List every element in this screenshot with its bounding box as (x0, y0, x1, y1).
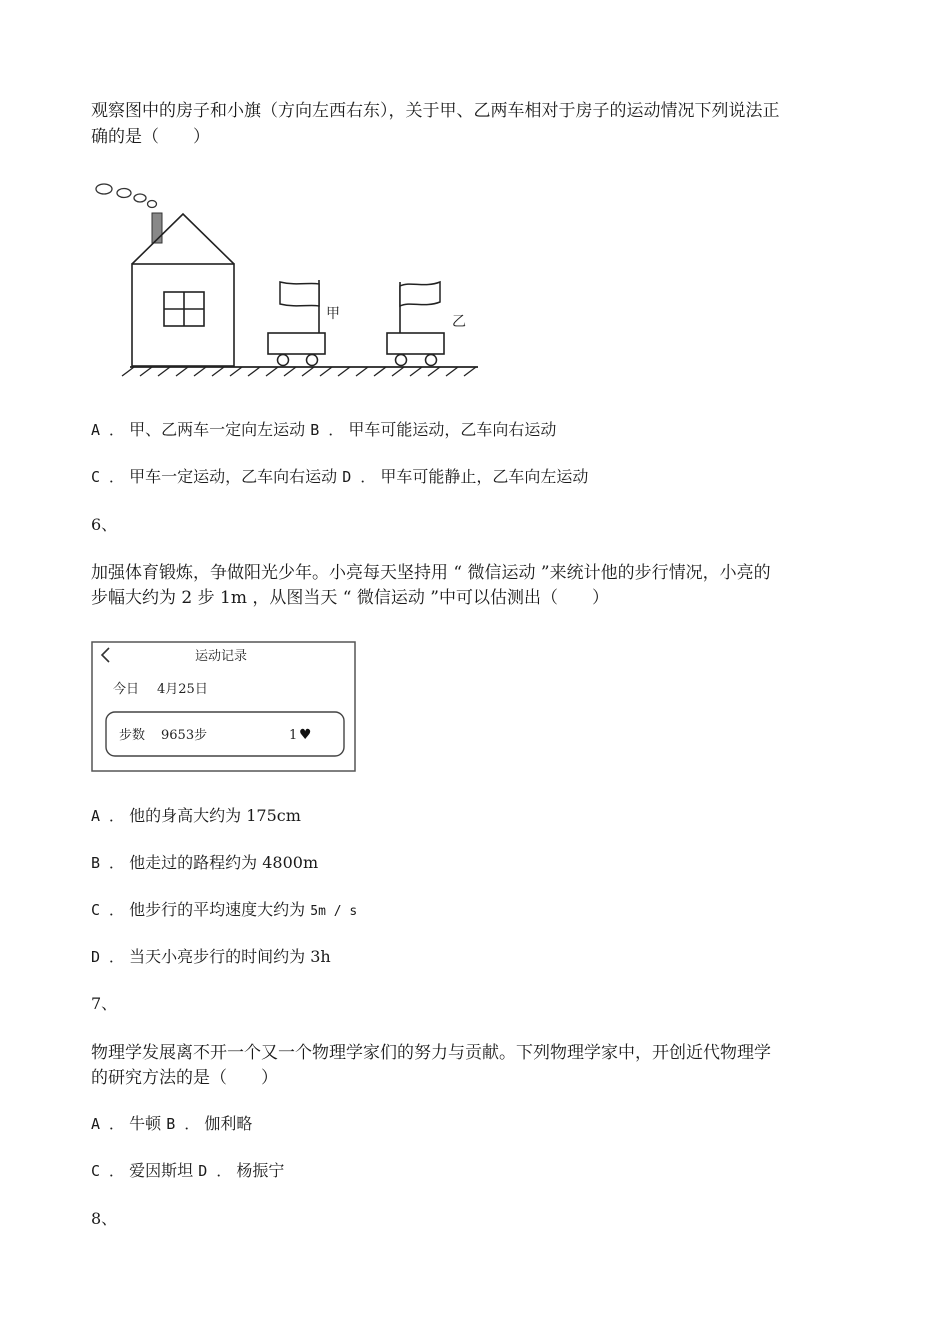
heart-icon: ♥ (299, 727, 312, 743)
ground-hatching (122, 367, 476, 376)
q6-stem-line2: 步幅大约为 2 步 1m ，从图当天 “ 微信运动 ”中可以估测出（ ） (91, 588, 609, 608)
option-b[interactable]: B ． 伽利略 (166, 1114, 253, 1133)
flag-jia (280, 282, 319, 306)
house (132, 214, 234, 366)
option-c[interactable]: C ． 爱因斯坦 (91, 1161, 194, 1180)
q7-options-row2 (91, 1160, 284, 1182)
option-c[interactable]: C ． 甲车一定运动，乙车向右运动 (91, 467, 338, 486)
option-d[interactable]: D ． 甲车可能静止，乙车向左运动 (342, 467, 589, 486)
q5-stem-line2: 确的是（ ） (91, 127, 210, 147)
option-a[interactable]: A ． 牛顿 (91, 1114, 162, 1133)
q7-stem-line2: 的研究方法的是（ ） (91, 1068, 278, 1088)
q6-number: 6、 (91, 515, 118, 534)
cart-jia (268, 280, 325, 366)
q6-option-c[interactable]: C ． 他步行的平均速度大约为 5m / s (91, 900, 358, 919)
steps-label: 步数 (119, 728, 146, 743)
smoke-puff (96, 184, 112, 194)
wechat-sport-screenshot (91, 641, 357, 773)
q6-option-b[interactable]: B ． 他走过的路程约为 4800m (91, 853, 319, 872)
cart-jia-label: 甲 (326, 306, 340, 322)
option-d[interactable]: D ． 杨振宁 (198, 1161, 285, 1180)
q6-option-d[interactable]: D ． 当天小亮步行的时间约为 3h (91, 947, 331, 966)
smoke-puff (148, 201, 157, 208)
likes-count: 1 (289, 728, 298, 743)
q5-options-row1 (91, 419, 556, 441)
smoke-puff (134, 194, 146, 202)
steps-value: 9653步 (161, 728, 208, 743)
cart-yi (387, 282, 444, 366)
option-a[interactable]: A ． 甲、乙两车一定向左运动 (91, 420, 306, 439)
option-b[interactable]: B ． 甲车可能运动，乙车向右运动 (310, 420, 557, 439)
cart-yi-label: 乙 (452, 314, 466, 330)
date-label: 今日 (113, 682, 140, 697)
q6-option-a[interactable]: A ． 他的身高大约为 175cm (91, 806, 301, 825)
q5-options-row2 (91, 466, 588, 488)
q7-number: 7、 (91, 994, 118, 1013)
date-value: 4月25日 (157, 682, 208, 697)
q7-stem-line1: 物理学发展离不开一个又一个物理学家们的努力与贡献。下列物理学家中，开创近代物理学 (91, 1043, 771, 1063)
app-title: 运动记录 (195, 649, 248, 664)
house-and-carts-figure (90, 178, 490, 383)
q6-stem-line1: 加强体育锻炼，争做阳光少年。小亮每天坚持用 “ 微信运动 ”来统计他的步行情况，小亮的 (91, 563, 771, 583)
q7-options-row1 (91, 1113, 252, 1135)
flag-yi (400, 282, 440, 306)
smoke-puff (117, 189, 131, 198)
q5-stem-line1: 观察图中的房子和小旗（方向左西右东），关于甲、乙两车相对于房子的运动情况下列说法正 (91, 101, 780, 121)
q8-number: 8、 (91, 1209, 118, 1228)
